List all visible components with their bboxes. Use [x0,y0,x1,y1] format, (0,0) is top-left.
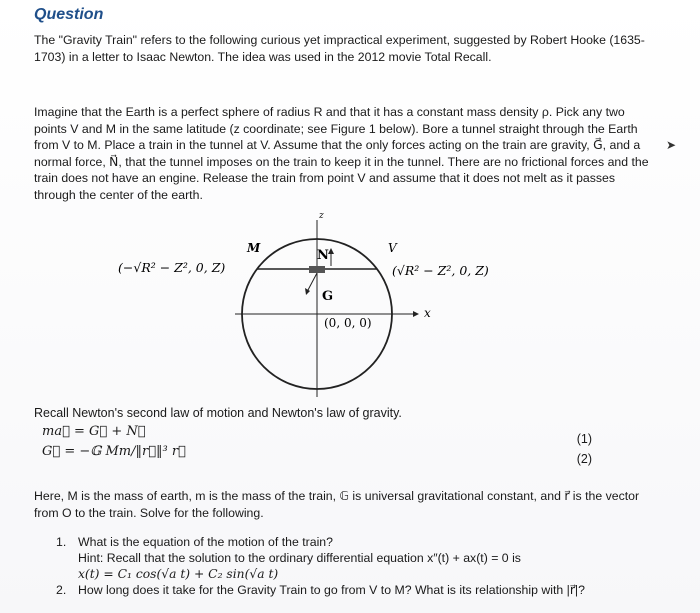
mouse-cursor-icon: ➤ [666,138,677,152]
normal-force-label: N [317,248,329,263]
question-text: How long does it take for the Gravity Train to go from V to M? What is its relationship with |r⃗|? [78,583,585,597]
recall-text: Recall Newton's second law of motion and Newton's law of gravity. [34,406,402,420]
list-item [56,534,656,550]
question-number [56,566,78,582]
figure-1-diagram [110,202,530,402]
question-list [56,534,656,598]
equation-2-number: (2) [576,452,592,466]
gravity-arrow [308,273,317,290]
question-heading: Question [34,6,104,23]
list-item [56,550,656,566]
equation-1-number: (1) [576,432,592,446]
train-block [309,266,325,273]
left-coordinate-label: (−√R² − Z², 0, Z) [118,260,226,275]
question-text: What is the equation of the motion of the train? [78,535,333,549]
intro-paragraph: The "Gravity Train" refers to the following curious yet impractical experiment, suggested by Robert Hooke (1635-1703) in a letter to Isaac Newton. The idea was used in the 2012 movie Total Recall. [34,33,645,64]
definitions-paragraph: Here, M is the mass of earth, m is the mass of the train, 𝔾 is universal gravitational constant, and r⃗ is the vector from O to the train. Solve for the following. [34,489,640,520]
question-number: 1. [56,535,67,549]
equation-1: ma⃗ = G⃗ + N⃗ [42,424,146,439]
x-arrowhead-icon [413,311,419,317]
list-item [56,566,656,582]
point-m-label: M [247,241,261,255]
question-number: 2. [56,583,67,597]
hint-text: Hint: Recall that the solution to the ordinary differential equation x″(t) + ax(t) = 0 is [78,551,521,565]
list-item [56,582,656,598]
x-axis-label: x [424,306,431,320]
normal-arrowhead-icon [328,248,334,254]
setup-paragraph: Imagine that the Earth is a perfect sphere of radius R and that it has a constant mass density ρ. Pick any two points V and M in the same latitude (z coordinate; see Figure 1 below). Bore a tunnel straight through the Earth from V to M. Place a train in the tunnel at V. Assume that the only forces acting on the train are gravity, G⃗, and a normal force, N⃗, that the tunnel imposes on the train to keep it in the tunnel. There are no frictional forces and the train does not have an engine. Release the train from point V and assume that it does not melt as it passes through the center of the earth. [34,105,649,202]
equation-2: G⃗ = −𝔾 Mm/‖r⃗‖³ r⃗ [42,444,186,459]
gravity-arrowhead-icon [305,288,310,295]
question-number [56,550,78,566]
solution-formula: x(t) = C₁ cos(√a t) + C₂ sin(√a t) [78,567,279,581]
z-axis-label: z [319,211,324,221]
right-coordinate-label: (√R² − Z², 0, Z) [392,263,489,278]
origin-coordinate-label: (0, 0, 0) [324,316,372,330]
gravity-label: G [322,289,334,304]
point-v-label: V [388,241,397,255]
